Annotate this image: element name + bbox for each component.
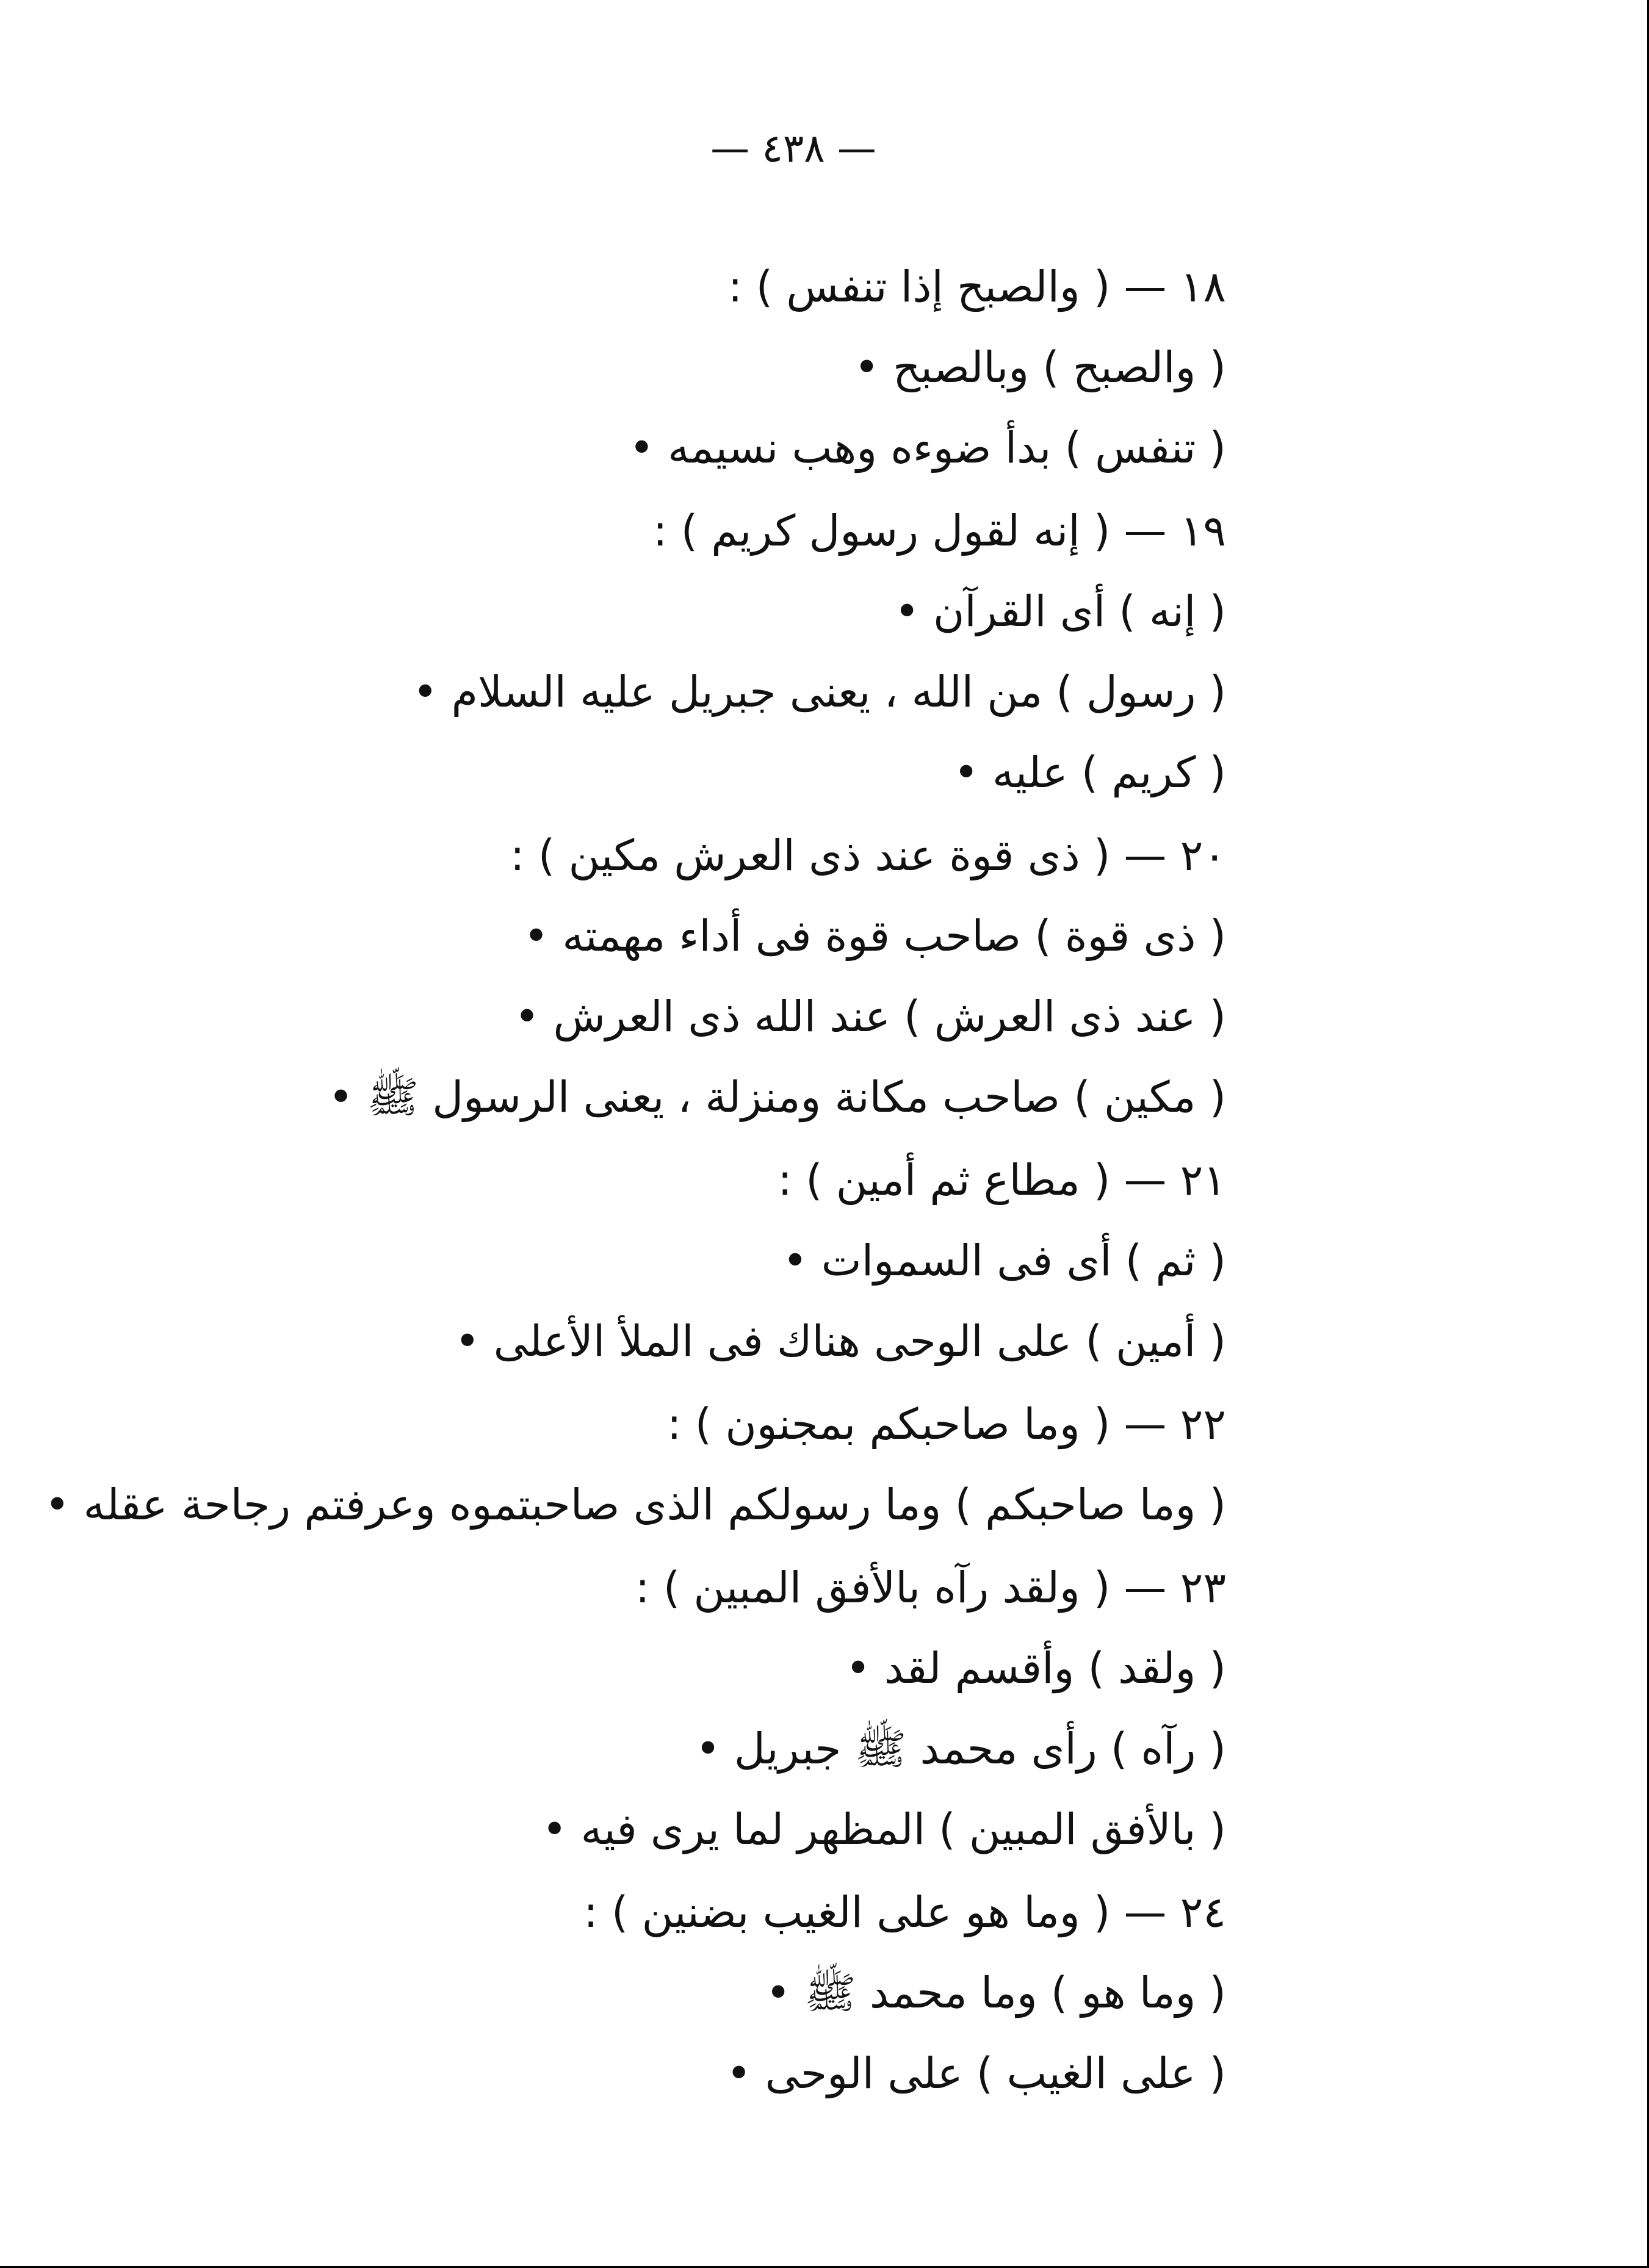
verse-heading: ٢٤ — ( وما هو على الغيب بضنين ) : — [583, 1887, 1226, 1937]
commentary-line: ( إنه ) أى القرآن • — [894, 586, 1226, 636]
commentary-line: ( ولقد ) وأقسم لقد • — [845, 1643, 1226, 1693]
verse-heading: ١٨ — ( والصبح إذا تنفس ) : — [727, 262, 1226, 312]
verse-heading: ٢٠ — ( ذى قوة عند ذى العرش مكين ) : — [510, 830, 1226, 880]
commentary-line: ( رآه ) رأى محمد ﷺ جبريل • — [695, 1724, 1226, 1774]
commentary-line: ( بالأفق المبين ) المظهر لما يرى فيه • — [542, 1804, 1226, 1854]
commentary-line: ( تنفس ) بدأ ضوءه وهب نسيمه • — [629, 423, 1226, 473]
verse-commentary-list — [0, 244, 1226, 2114]
commentary-line: ( ثم ) أى فى السموات • — [782, 1236, 1226, 1286]
commentary-line: ( رسول ) من الله ، يعنى جبريل عليه السلام • — [413, 667, 1226, 717]
verse-heading: ٢٢ — ( وما صاحبكم بمجنون ) : — [666, 1399, 1226, 1449]
commentary-line: ( وما صاحبكم ) وما رسولكم الذى صاحبتموه وعرفتم رجاحة عقله • — [45, 1480, 1226, 1530]
commentary-line: ( مكين ) صاحب مكانة ومنزلة ، يعنى الرسول ﷺ • — [328, 1072, 1226, 1122]
commentary-line: ( أمين ) على الوحى هناك فى الملأ الأعلى • — [455, 1316, 1226, 1366]
commentary-line: ( ذى قوة ) صاحب قوة فى أداء مهمته • — [523, 911, 1226, 961]
commentary-line: ( عند ذى العرش ) عند الله ذى العرش • — [514, 992, 1226, 1042]
commentary-line: ( على الغيب ) على الوحى • — [726, 2048, 1226, 2098]
verse-heading: ١٩ — ( إنه لقول رسول كريم ) : — [652, 506, 1226, 556]
commentary-line: ( والصبح ) وبالصبح • — [854, 342, 1226, 392]
commentary-line: ( كريم ) عليه • — [953, 747, 1226, 797]
verse-heading: ٢١ — ( مطاع ثم أمين ) : — [778, 1155, 1226, 1205]
commentary-line: ( وما هو ) وما محمد ﷺ • — [765, 1968, 1226, 2018]
verse-heading: ٢٣ — ( ولقد رآه بالأفق المبين ) : — [635, 1563, 1226, 1613]
page-number: — ٤٣٨ — — [710, 126, 876, 171]
